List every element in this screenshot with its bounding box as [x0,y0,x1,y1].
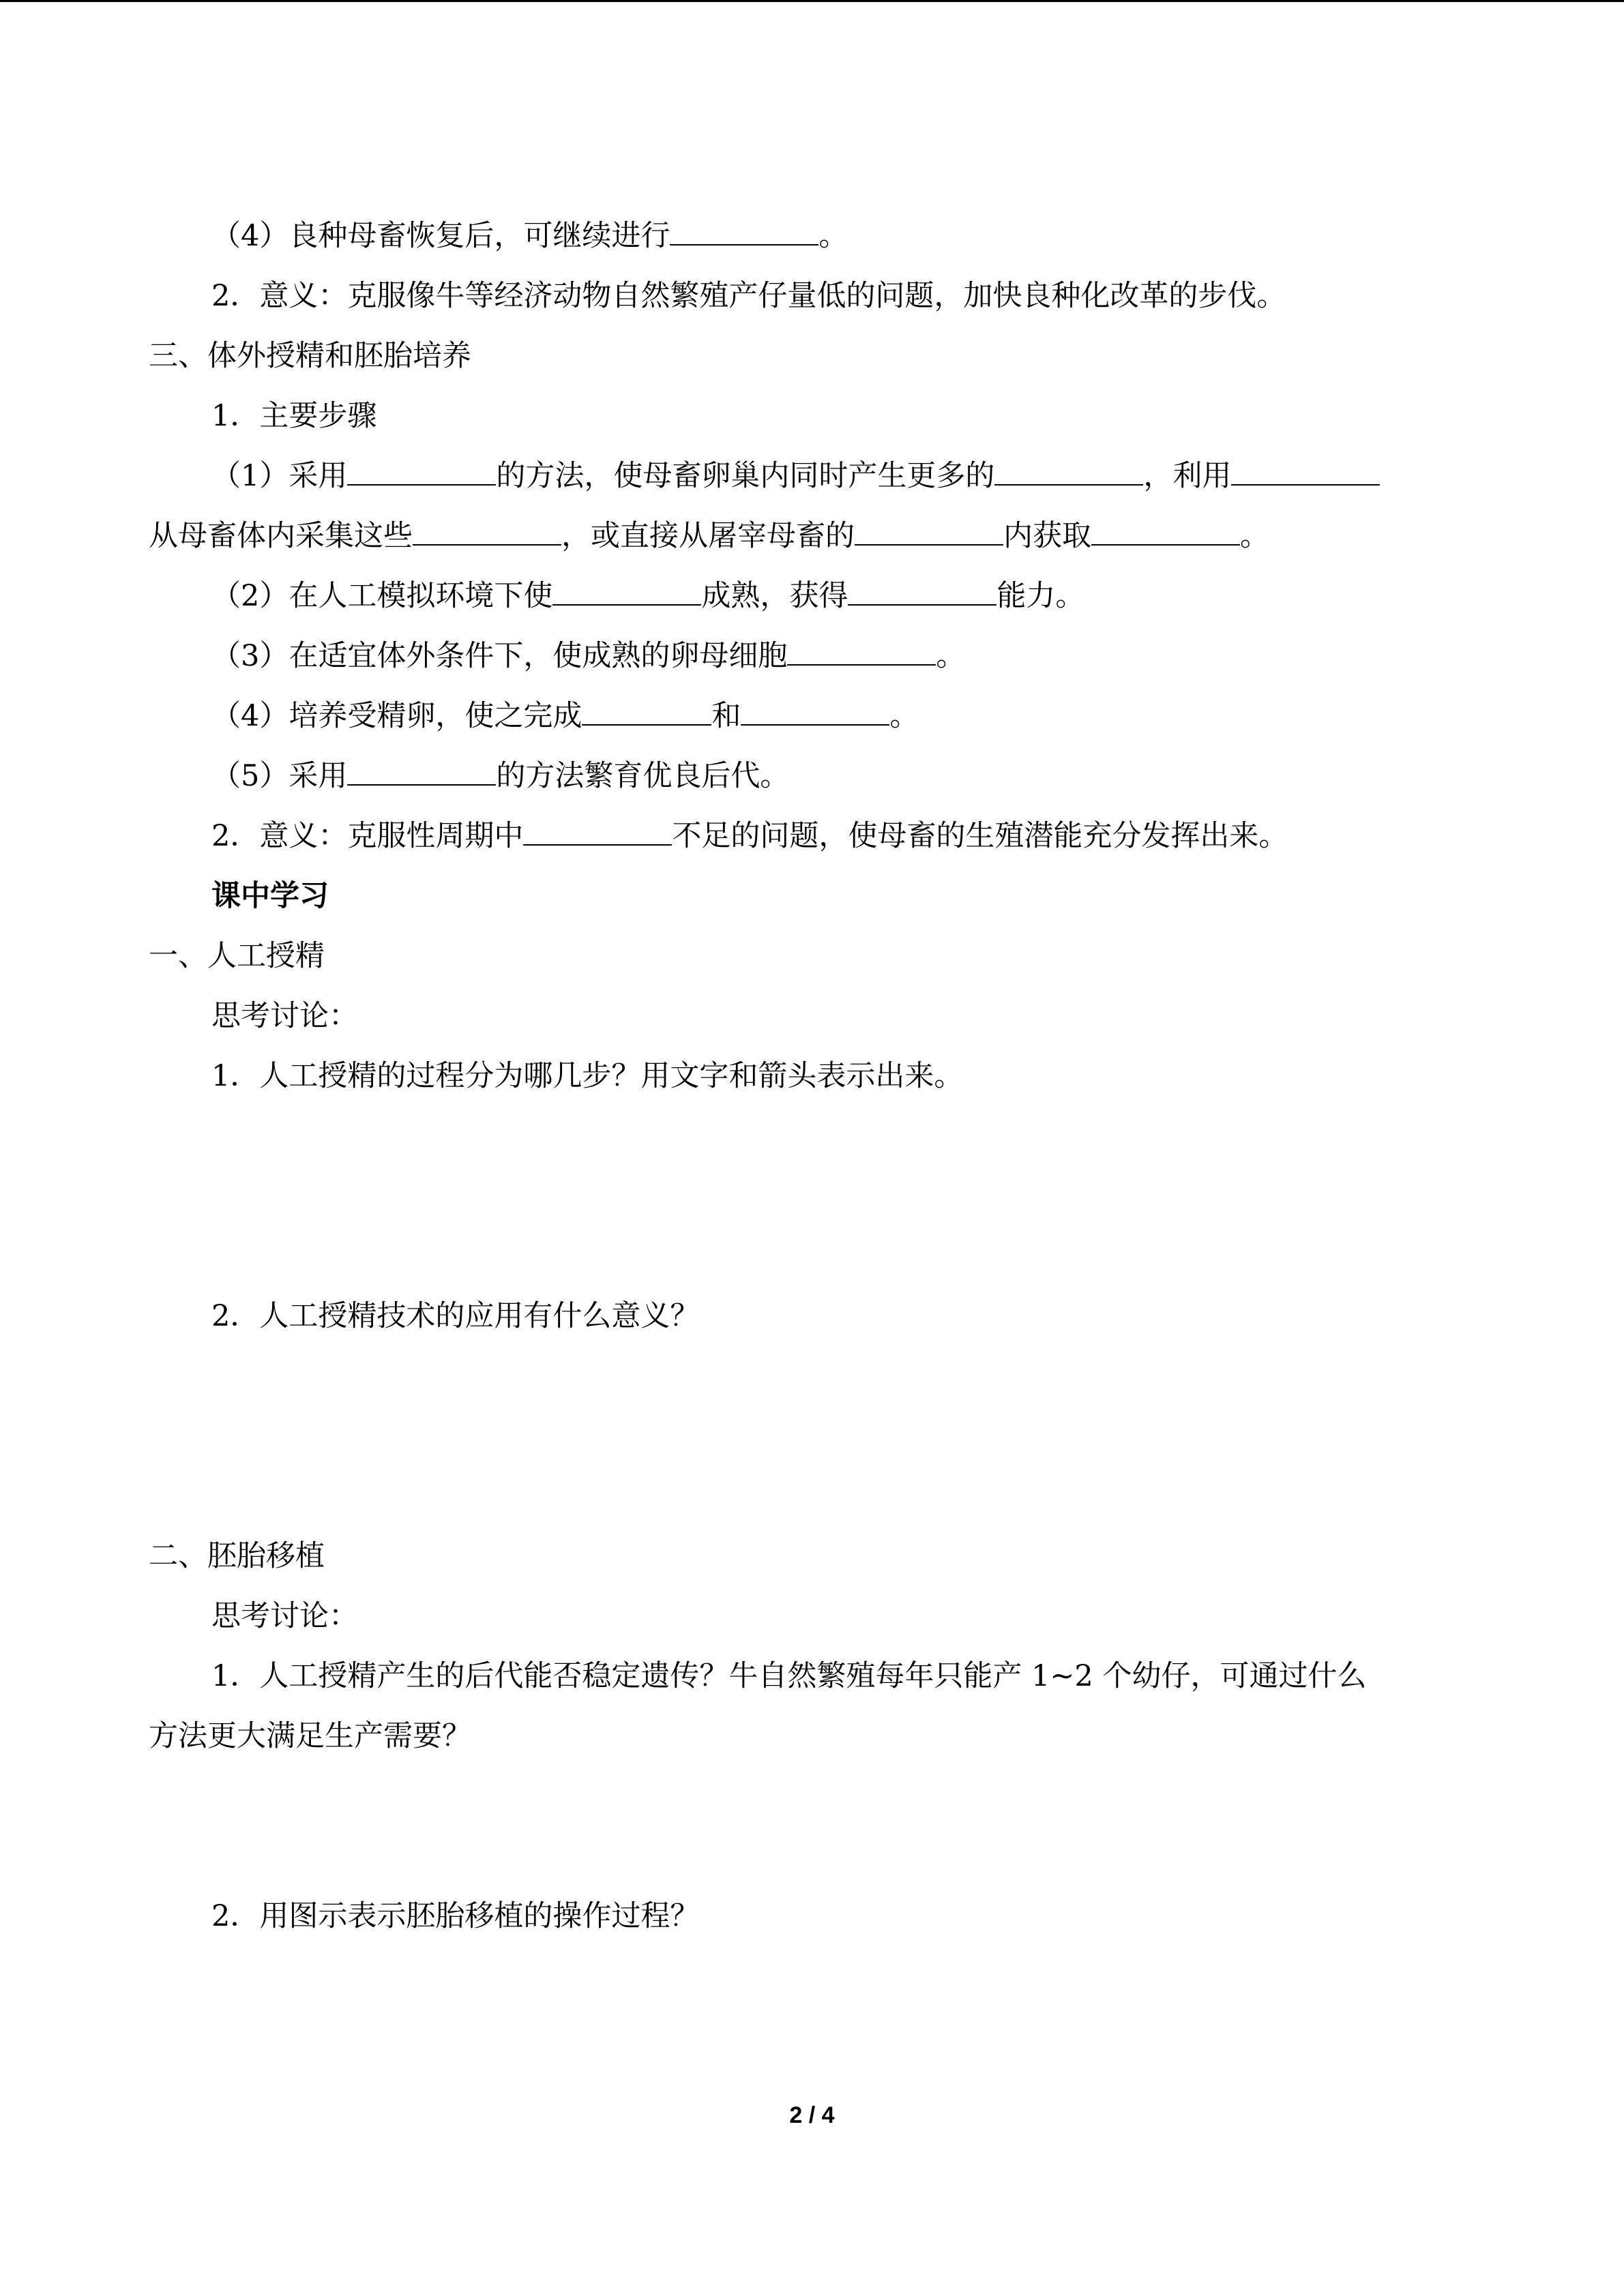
text-segment: 。 [1240,519,1269,553]
text-segment: 成熟，获得 [701,579,848,613]
text-segment: 课中学习 [211,879,329,913]
text-segment: 不足的问题，使母畜的生殖潜能充分发挥出来。 [672,819,1288,853]
text-segment: 能力。 [996,579,1085,613]
answer-blank[interactable] [741,697,889,726]
text-segment: （4）培养受精卵，使之完成 [211,699,582,733]
text-segment: 三、体外授精和胚胎培养 [149,339,471,373]
text-segment: 一、人工授精 [149,939,325,973]
label-discussion-1 [211,996,358,1037]
page-top-border [0,0,1624,2]
text-segment: 方法更大满足生产需要？ [149,1719,471,1753]
answer-blank[interactable] [670,217,818,245]
text-segment: 和 [711,699,741,733]
text-segment: 2．用图示表示胚胎移植的操作过程？ [211,1899,700,1933]
answer-blank[interactable] [413,517,561,546]
text-line-breeding-4 [211,215,848,256]
text-segment: （5）采用 [211,759,348,793]
text-segment: ，利用 [1143,459,1232,493]
text-segment: 内获取 [1003,519,1091,553]
section-heading-artificial-insemination [149,936,325,976]
answer-blank[interactable] [994,457,1143,486]
answer-blank[interactable] [347,457,496,486]
text-line-step-2 [211,576,1084,616]
question-2-1 [211,1656,1366,1697]
answer-blank[interactable] [1231,457,1380,486]
text-segment: 。 [936,639,966,673]
text-line-step-1-cont [149,516,1269,556]
text-line-step-1 [211,456,1380,496]
text-segment: 1．主要步骤 [211,399,377,433]
subheading-main-steps [211,396,377,436]
page-number: 2 / 4 [789,2102,835,2128]
text-line-significance-1 [211,275,1286,316]
text-segment: 的方法繁育优良后代。 [496,759,790,793]
answer-blank[interactable] [552,577,701,606]
question-2-2 [211,1896,699,1937]
text-segment: 。 [818,219,848,253]
question-1-2 [211,1296,699,1337]
text-line-step-5 [211,756,789,796]
question-1-1 [211,1056,963,1097]
text-segment: 1．人工授精产生的后代能否稳定遗传？牛自然繁殖每年只能产 1~2 个幼仔，可通过什么 [211,1659,1367,1693]
text-segment: （4）良种母畜恢复后，可继续进行 [211,219,670,253]
answer-blank[interactable] [523,817,672,846]
answer-blank[interactable] [848,577,996,606]
text-segment: （1）采用 [211,459,348,493]
text-line-significance-2 [211,816,1288,856]
text-segment: 二、胚胎移植 [149,1539,325,1573]
answer-blank[interactable] [787,637,936,666]
text-segment: 2．意义：克服性周期中 [211,819,524,853]
text-line-step-3 [211,636,965,676]
text-segment: （2）在人工模拟环境下使 [211,579,553,613]
label-discussion-2 [211,1596,358,1637]
section-heading-in-class [211,876,329,916]
text-segment: 1．人工授精的过程分为哪几步？用文字和箭头表示出来。 [211,1059,964,1093]
answer-blank[interactable] [347,757,496,786]
answer-blank[interactable] [1091,517,1240,546]
text-segment: 思考讨论： [211,999,358,1033]
text-segment: 的方法，使母畜卵巢内同时产生更多的 [496,459,995,493]
text-segment: 2．意义：克服像牛等经济动物自然繁殖产仔量低的问题，加快良种化改革的步伐。 [211,279,1286,313]
text-segment: （3）在适宜体外条件下，使成熟的卵母细胞 [211,639,788,673]
text-segment: ，或直接从屠宰母畜的 [561,519,855,553]
text-segment: 思考讨论： [211,1599,358,1633]
answer-blank[interactable] [582,697,711,726]
text-segment: 2．人工授精技术的应用有什么意义？ [211,1299,700,1333]
section-heading-embryo-transfer [149,1536,325,1577]
answer-blank[interactable] [855,517,1003,546]
question-2-1-cont [149,1716,471,1757]
section-heading-ivf [149,336,471,376]
text-line-step-4 [211,696,919,736]
text-segment: 从母畜体内采集这些 [149,519,413,553]
text-segment: 。 [889,699,919,733]
